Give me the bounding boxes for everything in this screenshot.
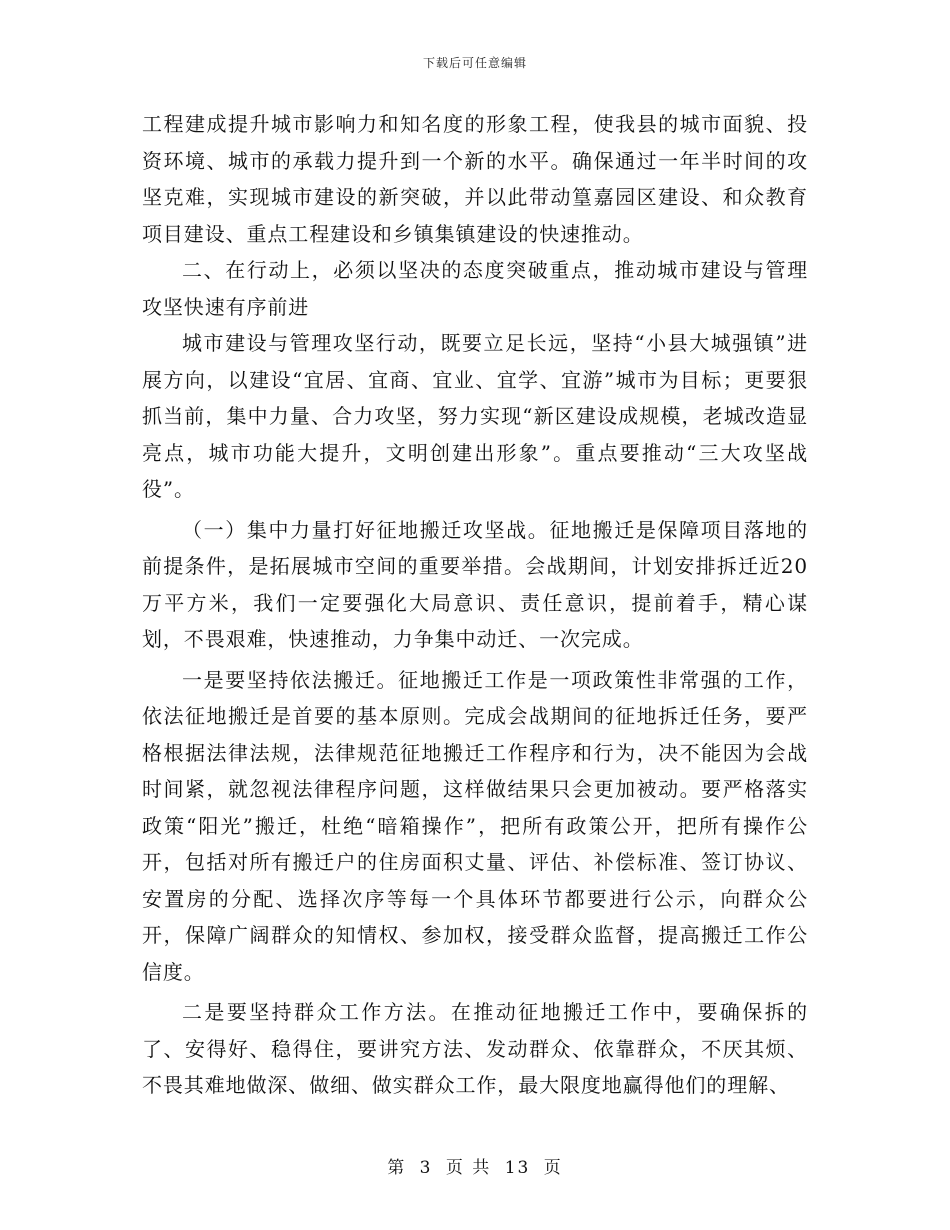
paragraph-mass-work: 二是要坚持群众工作方法。在推动征地搬迁工作中，要确保拆的了、安得好、稳得住，要讲究方法、发动群众、依靠群众，不厌其烦、不畏其难地做深、做细、做实群众工作，最大限度地赢得他们的理解、: [142, 1000, 808, 1097]
section-heading-two: 二、在行动上，必须以坚决的态度突破重点，推动城市建设与管理攻坚快速有序前进: [142, 258, 808, 319]
page-footer: [0, 1153, 950, 1178]
paragraph-lawful-relocation: 一是要坚持依法搬迁。征地搬迁工作是一项政策性非常强的工作，依法征地搬迁是首要的基本原则。完成会战期间的征地拆迁任务，要严格根据法律法规，法律规范征地搬迁工作程序和行为，决不能因为会战时间紧，就忽视法律程序问题，这样做结果只会更加被动。要严格落实政策“阳光”搬迁，杜绝“暗箱操作”，把所有政策公开，把所有操作公开，包括对所有搬迁户的住房面积丈量、评估、补偿标准、签订协议、安置房的分配、选择次序等每一个具体环节都要进行公示，向群众公开，保障广阔群众的知情权、参加权，接受群众监督，提高搬迁工作公信度。: [142, 667, 808, 984]
footer-prefix: 第: [387, 1158, 407, 1178]
paragraph-land-acquisition: （一）集中力量打好征地搬迁攻坚战。征地搬迁是保障项目落地的前提条件，是拓展城市空间的重要举措。会战期间，计划安排拆迁近20万平方米，我们一定要强化大局意识、责任意识，提前着手，精心谋划，不畏艰难，快速推动，力争集中动迁、一次完成。: [142, 517, 808, 651]
document-body: [142, 106, 808, 1104]
paragraph-city-construction: 城市建设与管理攻坚行动，既要立足长远，坚持“小县大城强镇”进展方向，以建设“宜居、宜商、宜业、宜学、宜游”城市为目标；更要狠抓当前，集中力量、合力攻坚，努力实现“新区建设成规模，老城改造显亮点，城市功能大提升，文明创建出形象”。重点要推动“三大攻坚战役”。: [142, 331, 808, 501]
footer-middle: 页 共: [445, 1158, 492, 1178]
paragraph-continuation: 工程建成提升城市影响力和知名度的形象工程，使我县的城市面貌、投资环境、城市的承载力提升到一个新的水平。确保通过一年半时间的攻坚克难，实现城市建设的新突破，并以此带动篁嘉园区建设、和众教育项目建设、重点工程建设和乡镇集镇建设的快速推动。: [142, 112, 808, 246]
footer-total-pages: 13: [504, 1158, 531, 1178]
page-header: 下载后可任意编辑: [422, 56, 527, 70]
footer-suffix: 页: [543, 1158, 563, 1178]
footer-page-number: 3: [419, 1158, 433, 1178]
